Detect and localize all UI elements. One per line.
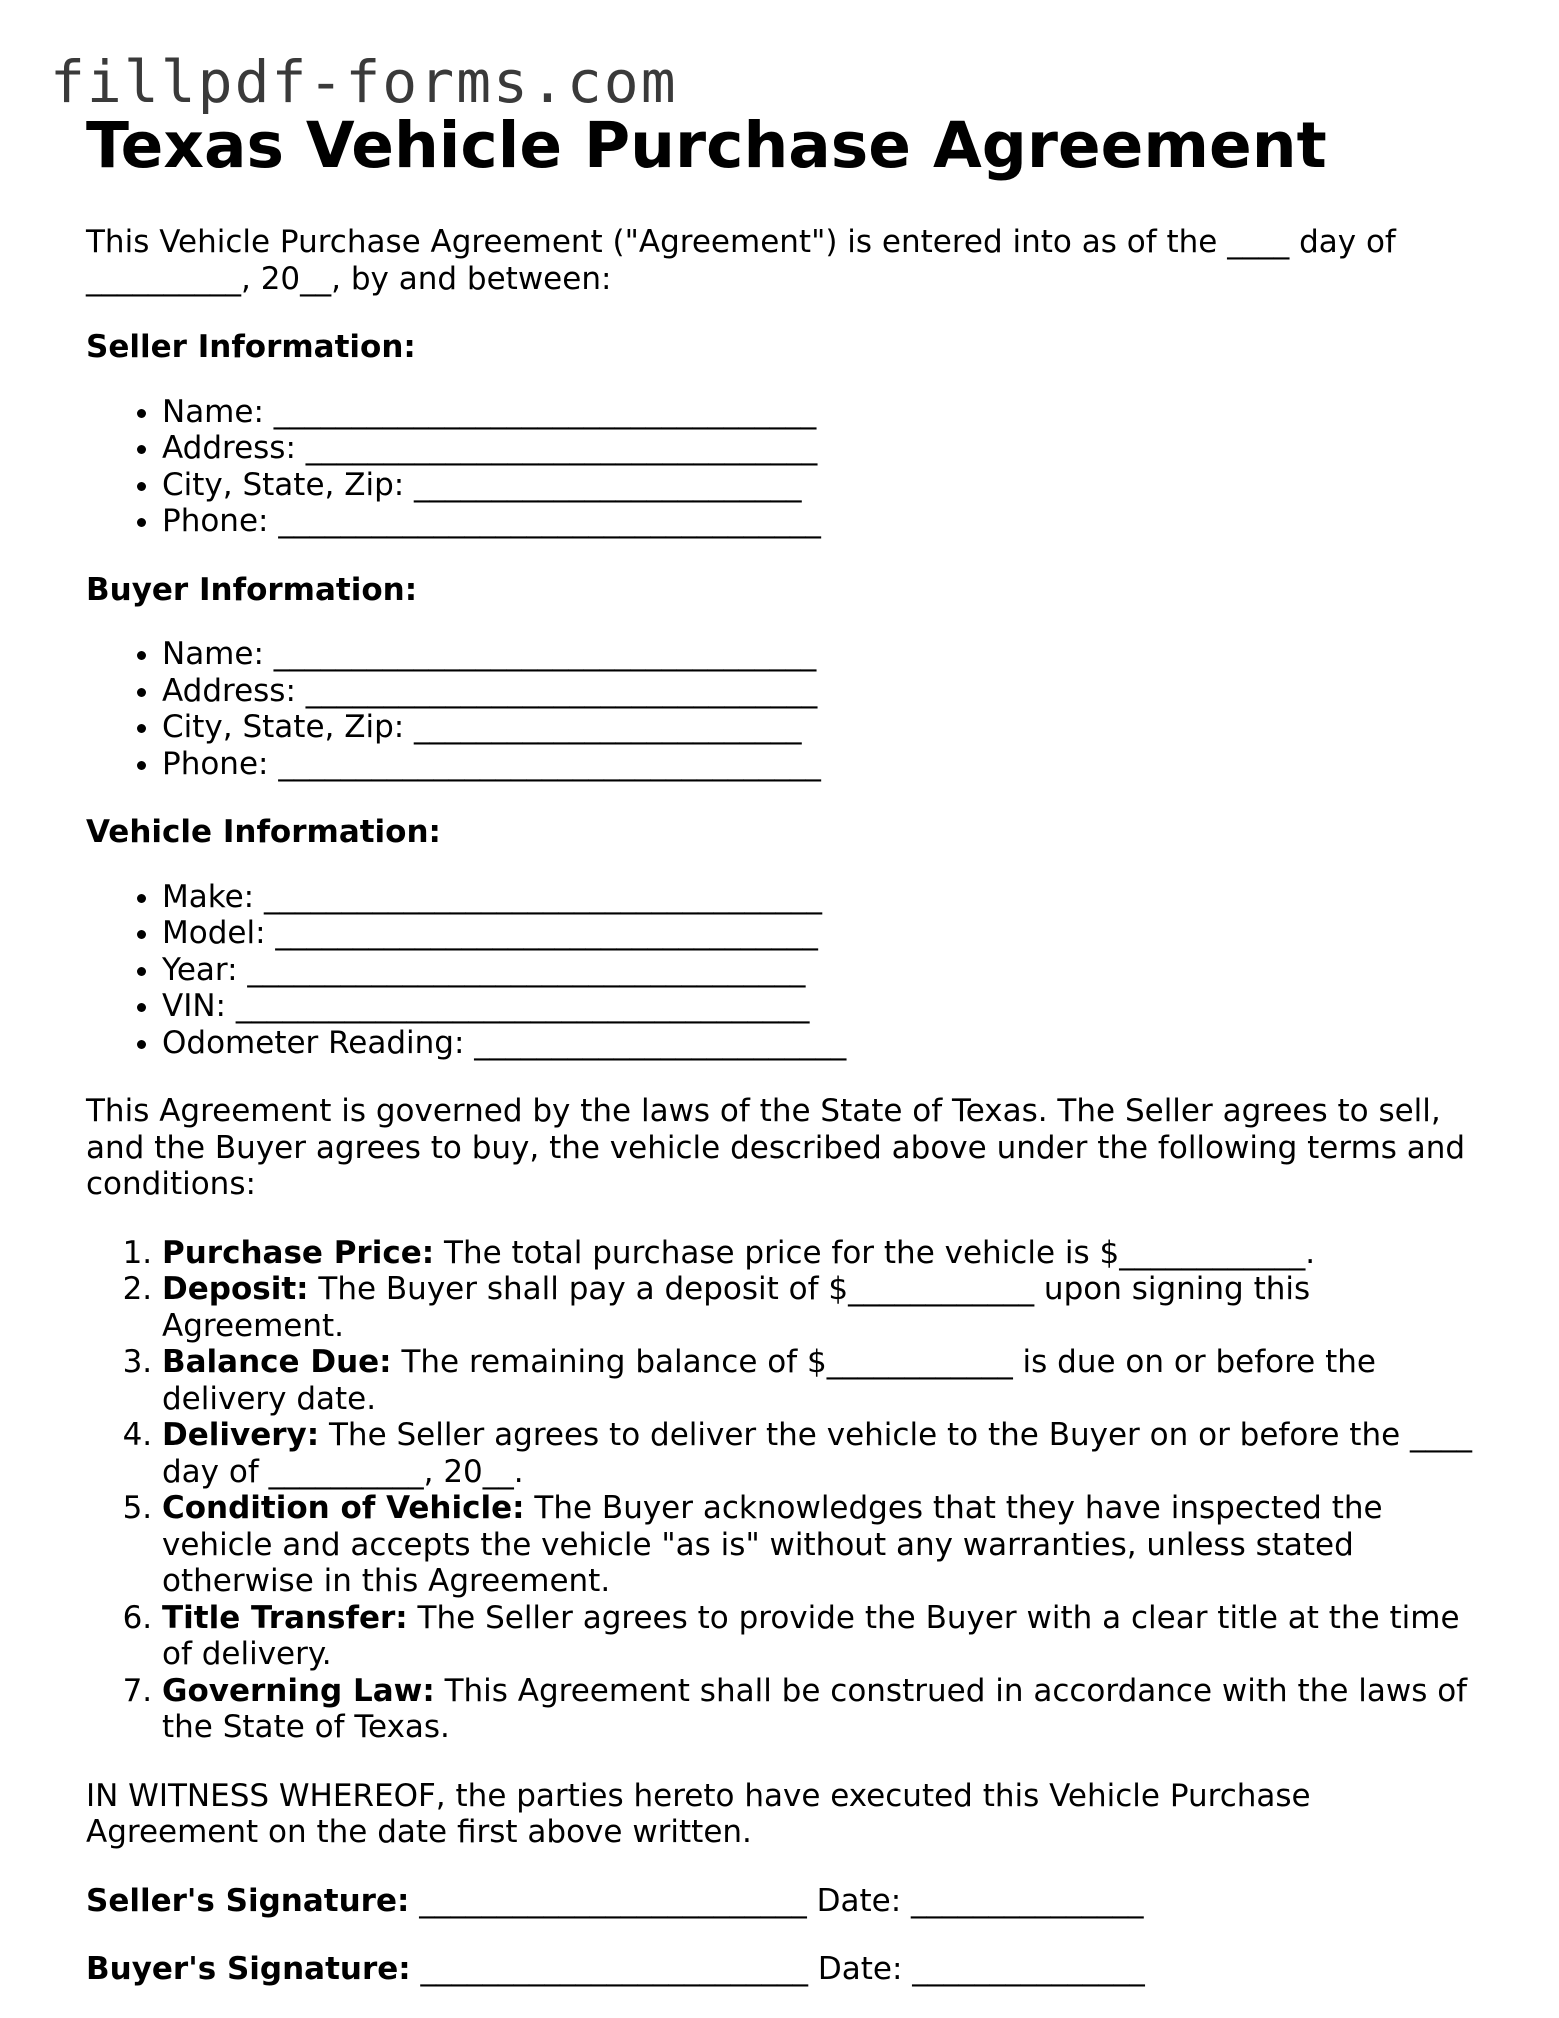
watermark: fillpdf-forms.com: [50, 48, 678, 116]
seller-name-field: • Name: ___________________________________: [162, 394, 1486, 431]
term-text: The Seller agrees to provide the Buyer with a clear title at the time of delivery.: [162, 1599, 1460, 1672]
term-deposit: [162, 1271, 1486, 1344]
term-text: The Buyer acknowledges that they have inspected the vehicle and accepts the vehicle "as is" without any warranties, unless stated otherwise in this Agreement.: [162, 1490, 1383, 1599]
seller-fields: [86, 394, 1486, 540]
governing-intro-paragraph: This Agreement is governed by the laws of the State of Texas. The Seller agrees to sell, and the Buyer agrees to buy, the vehicle described above under the following terms and conditions:: [86, 1093, 1466, 1202]
witness-paragraph: IN WITNESS WHEREOF, the parties hereto have executed this Vehicle Purchase Agreement on the date first above written.: [86, 1777, 1311, 1850]
seller-address-field: • Address: _________________________________: [162, 430, 1486, 467]
intro-paragraph: This Vehicle Purchase Agreement ("Agreement") is entered into as of the ____ day of __________, 20__, by and between:: [86, 224, 1396, 297]
term-governing-law: [162, 1673, 1486, 1746]
term-text: This Agreement shall be construed in accordance with the laws of the State of Texas.: [162, 1672, 1468, 1745]
seller-signature-row: [86, 1883, 1486, 1920]
term-label: Delivery:: [162, 1417, 320, 1453]
term-label: Governing Law:: [162, 1672, 435, 1709]
term-label: Purchase Price:: [162, 1234, 435, 1271]
buyer-city-state-zip-field: • City, State, Zip: _________________________: [162, 709, 1486, 746]
term-label: Deposit:: [162, 1271, 309, 1307]
vehicle-fields: [86, 879, 1486, 1062]
term-text: The Buyer shall pay a deposit of $____________ upon signing this Agreement.: [162, 1271, 1311, 1344]
buyer-name-field: • Name: ___________________________________: [162, 636, 1486, 673]
vehicle-make-field: • Make: ____________________________________: [162, 879, 1486, 916]
document-page: [86, 108, 1486, 1988]
term-label: Balance Due:: [162, 1344, 392, 1380]
buyer-phone-field: • Phone: ___________________________________: [162, 746, 1486, 783]
vehicle-odometer-field: • Odometer Reading: ________________________: [162, 1025, 1486, 1062]
term-text: The Seller agrees to deliver the vehicle to the Buyer on or before the ____ day of __________, 20__.: [162, 1417, 1473, 1490]
vehicle-model-field: • Model: ___________________________________: [162, 915, 1486, 952]
terms-list: [86, 1235, 1486, 1746]
buyer-signature-line: _________________________ Date: _______________: [410, 1951, 1145, 1987]
term-purchase-price: [162, 1235, 1486, 1272]
vehicle-year-field: • Year: ____________________________________: [162, 952, 1486, 989]
buyer-address-field: • Address: _________________________________: [162, 673, 1486, 710]
term-label: Condition of Vehicle:: [162, 1490, 525, 1526]
buyer-fields: [86, 636, 1486, 782]
term-label: Title Transfer:: [162, 1599, 408, 1636]
term-delivery: [162, 1417, 1486, 1490]
page-title: Texas Vehicle Purchase Agreement: [86, 109, 1327, 182]
seller-phone-field: • Phone: ___________________________________: [162, 503, 1486, 540]
seller-signature-label: Seller's Signature:: [86, 1882, 410, 1919]
seller-signature-line: _________________________ Date: _______________: [409, 1882, 1144, 1919]
buyer-signature-label: Buyer's Signature:: [86, 1951, 411, 1987]
term-text: The remaining balance of $____________ is due on or before the delivery date.: [162, 1344, 1376, 1417]
seller-heading: Seller Information:: [86, 329, 416, 365]
term-text: The total purchase price for the vehicle is $____________.: [434, 1234, 1316, 1271]
term-balance-due: [162, 1344, 1486, 1417]
buyer-heading: Buyer Information:: [86, 571, 418, 608]
buyer-signature-row: [86, 1951, 1486, 1988]
term-condition: [162, 1490, 1486, 1600]
vehicle-vin-field: • VIN: _____________________________________: [162, 988, 1486, 1025]
term-title-transfer: [162, 1600, 1486, 1673]
vehicle-heading: Vehicle Information:: [86, 814, 441, 850]
seller-city-state-zip-field: • City, State, Zip: _________________________: [162, 467, 1486, 504]
